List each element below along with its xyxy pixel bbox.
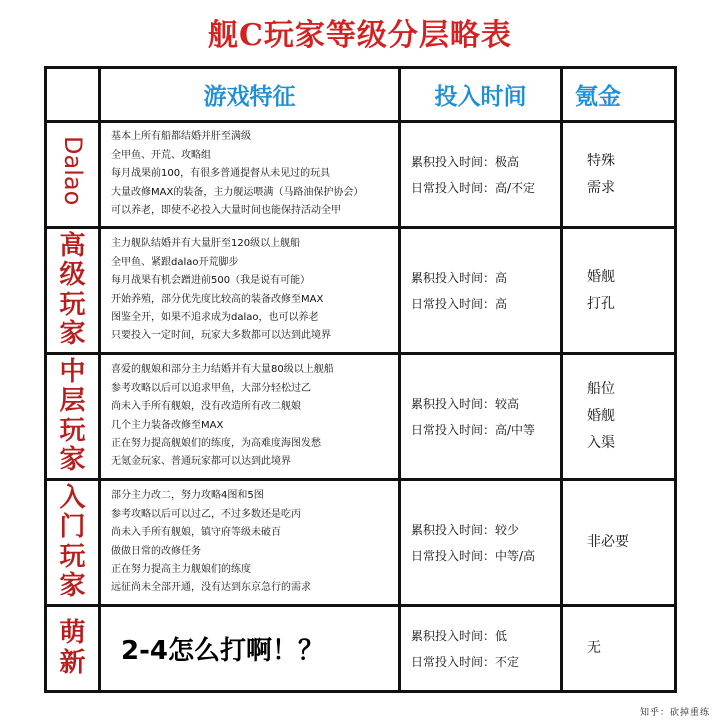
features-cell (100, 606, 400, 692)
header-corner-cell (46, 68, 100, 122)
spending-line: 婚舰 (587, 408, 615, 424)
feature-line: 基本上所有船都结婚并肝至满级 (111, 131, 251, 143)
time-line: 累积投入时间：高 (411, 270, 508, 285)
header-features: 游戏特征 (100, 68, 400, 122)
feature-line: 每月战果有机会蹭进前500（我是说有可能） (111, 275, 311, 287)
spending-line: 无 (587, 640, 601, 656)
time-line: 累积投入时间：极高 (411, 154, 520, 169)
tier-label-text: 萌新 (59, 618, 86, 678)
spending-line: 特殊 (587, 152, 615, 169)
feature-line: 2-4怎么打啊！？ (121, 636, 324, 666)
time-line: 日常投入时间：不定 (411, 654, 520, 669)
tier-table (44, 66, 677, 693)
time-cell (400, 228, 562, 354)
time-cell (400, 480, 562, 606)
table-row (46, 354, 676, 480)
tier-label (46, 228, 100, 354)
spending-cell (562, 228, 676, 354)
feature-line: 只要投入一定时间，玩家大多数都可以达到此境界 (111, 330, 331, 342)
time-line: 累积投入时间：较高 (411, 396, 520, 411)
tier-label (46, 122, 100, 228)
spending-line: 婚舰 (587, 268, 615, 285)
spending-cell (562, 606, 676, 692)
table-row (46, 228, 676, 354)
time-cell (400, 606, 562, 692)
spending-line: 打孔 (587, 295, 615, 312)
feature-line: 部分主力改二，努力攻略4图和5图 (111, 490, 264, 502)
feature-line: 正在努力提高舰娘们的练度，为高难度海图发愁 (111, 437, 321, 449)
table-row (46, 606, 676, 692)
table-header-row (46, 68, 676, 122)
feature-line: 开始养殖，部分优先度比较高的装备改修至MAX (111, 293, 324, 305)
feature-line: 尚未入手所有舰娘，镇守府等级未破百 (111, 527, 281, 539)
feature-line: 几个主力装备改修至MAX (111, 419, 224, 431)
spending-line: 需求 (587, 179, 615, 196)
tier-label-text: 入门玩家 (59, 483, 86, 601)
features-cell (100, 480, 400, 606)
spending-line: 入渠 (587, 435, 615, 451)
feature-line: 喜爱的舰娘和部分主力结婚并有大量80级以上舰船 (111, 364, 334, 376)
spending-line: 非必要 (587, 534, 629, 550)
tier-label-text: Dalao (58, 136, 87, 206)
credit-watermark: 知乎：砍掉重练 (639, 708, 710, 718)
feature-line: 尚未入手所有舰娘，没有改造所有改二舰娘 (111, 401, 301, 413)
features-cell (100, 228, 400, 354)
tier-label-text: 中层玩家 (59, 357, 86, 475)
header-time: 投入时间 (400, 68, 562, 122)
spending-cell (562, 122, 676, 228)
time-line: 累积投入时间：低 (411, 628, 508, 643)
tier-label (46, 606, 100, 692)
time-line: 累积投入时间：较少 (411, 522, 520, 537)
page-title: 舰C玩家等级分层略表 (208, 18, 512, 53)
header-spending: 氪金 (562, 68, 676, 122)
tier-label (46, 480, 100, 606)
time-line: 日常投入时间：高/中等 (411, 422, 536, 437)
spending-line: 船位 (587, 381, 615, 397)
features-cell (100, 354, 400, 480)
time-line: 日常投入时间：高/不定 (411, 180, 536, 195)
table-row (46, 122, 676, 228)
feature-line: 参考攻略以后可以过乙，不过多数还是吃丙 (111, 508, 301, 520)
spending-cell (562, 354, 676, 480)
feature-line: 每月战果前100，有很多普通提督从未见过的玩具 (111, 168, 331, 180)
feature-line: 做做日常的改修任务 (111, 545, 201, 557)
feature-line: 全甲鱼、紧跟dalao开荒脚步 (111, 256, 239, 268)
feature-line: 图鉴全开，如果不追求成为dalao，也可以养老 (111, 311, 319, 323)
spending-cell (562, 480, 676, 606)
table-row (46, 480, 676, 606)
feature-line: 大量改修MAX的装备，主力舰运喂满（马路油保护协会） (111, 186, 364, 198)
time-line: 日常投入时间：中等/高 (411, 548, 536, 563)
feature-line: 远征尚未全部开通，没有达到东京急行的需求 (111, 582, 311, 594)
time-cell (400, 122, 562, 228)
feature-line: 正在努力提高主力舰娘们的练度 (111, 563, 251, 575)
time-line: 日常投入时间：高 (411, 296, 508, 311)
features-cell (100, 122, 400, 228)
feature-line: 无氪金玩家、普通玩家都可以达到此境界 (111, 456, 291, 468)
feature-line: 可以养老，即使不必投入大量时间也能保持活动全甲 (111, 205, 341, 217)
feature-line: 主力舰队结婚并有大量肝至120级以上舰船 (111, 238, 301, 250)
tier-label-text: 高级玩家 (59, 231, 86, 349)
feature-line: 参考攻略以后可以追求甲鱼，大部分轻松过乙 (111, 382, 311, 394)
tier-label (46, 354, 100, 480)
time-cell (400, 354, 562, 480)
feature-line: 全甲鱼、开荒、攻略组 (111, 149, 211, 161)
